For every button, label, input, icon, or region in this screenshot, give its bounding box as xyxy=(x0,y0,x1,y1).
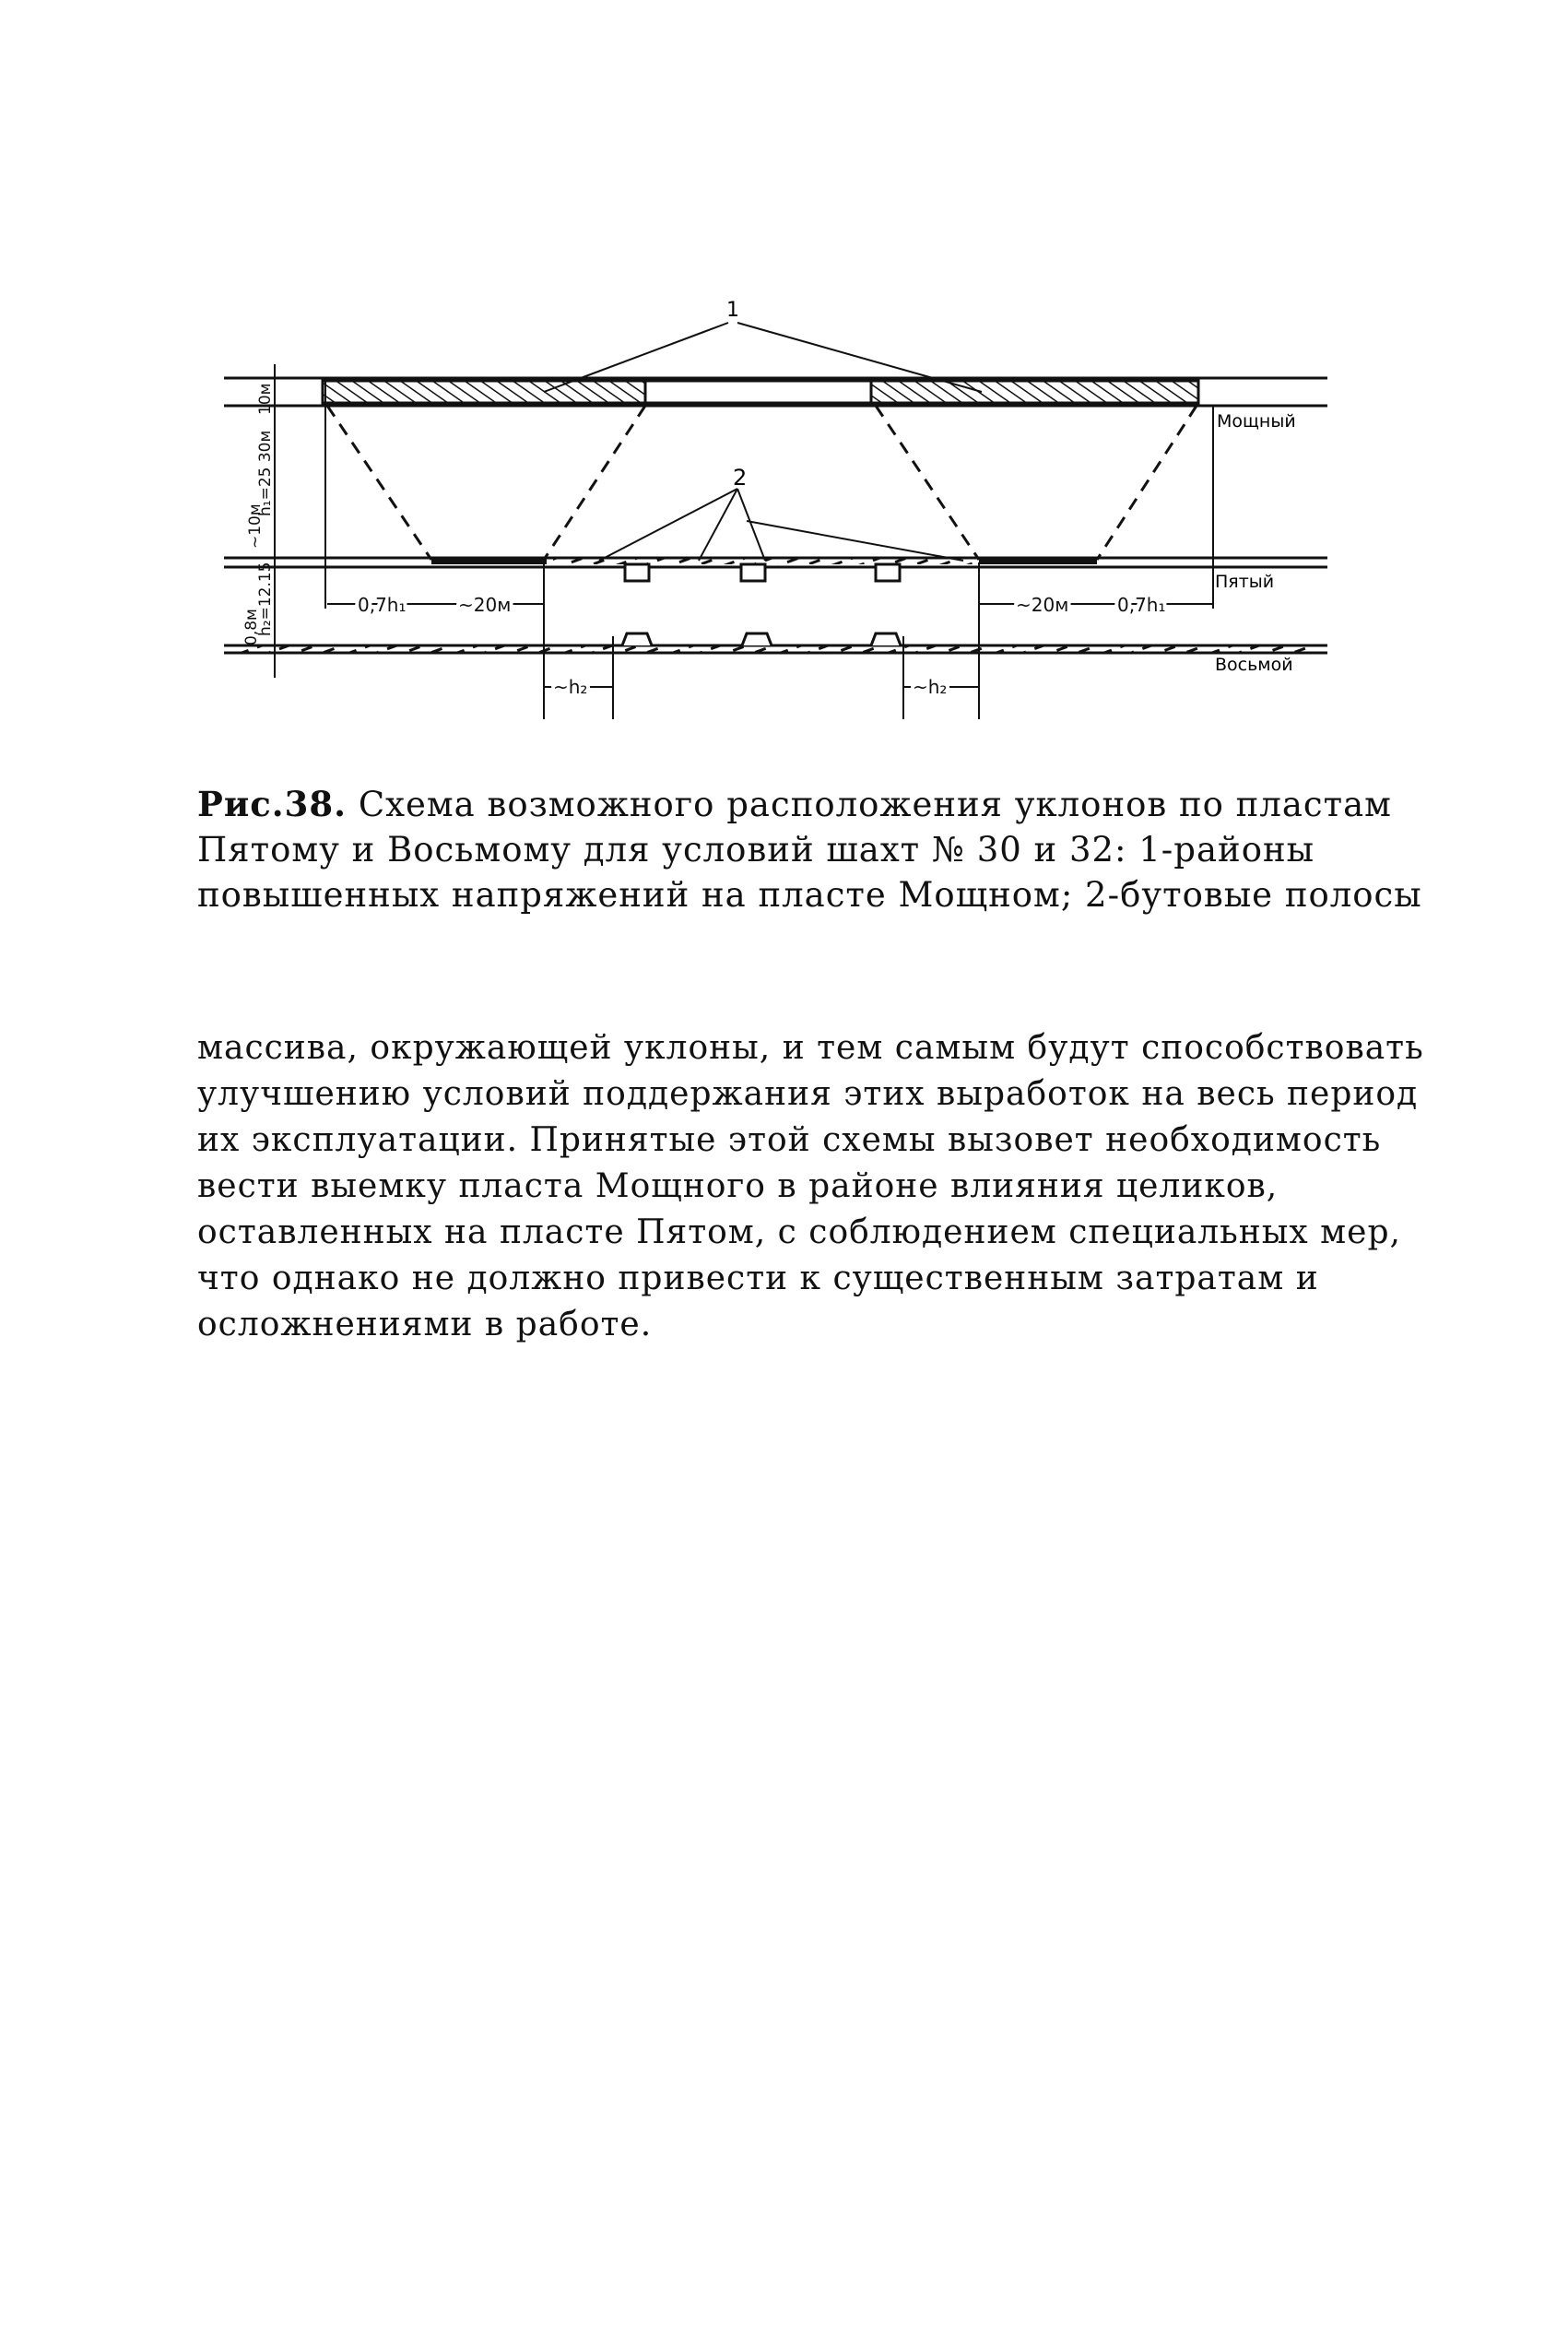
dim-pyaty-thickness: 0,8м xyxy=(242,609,261,645)
seam-label-vosmoy: Восьмой xyxy=(1215,655,1293,675)
figure-caption xyxy=(197,782,1423,917)
pillar-right xyxy=(979,557,1097,564)
dim-h2-right: ~h₂ xyxy=(913,676,948,698)
dim-h2: h₂=12.15 xyxy=(256,562,275,636)
seam-pyaty xyxy=(224,557,1327,567)
seam-label-moshchny: Мощный xyxy=(1217,411,1296,432)
dim-gap-pyaty: ~10м xyxy=(246,503,265,549)
mine-seam-diagram xyxy=(0,0,1568,738)
seam-label-pyaty: Пятый xyxy=(1215,572,1275,592)
stress-zone-right xyxy=(871,381,1198,403)
dim-left-20m: ~20м xyxy=(458,594,512,616)
dim-left-07h1: 0,7h₁ xyxy=(358,594,407,616)
dim-right-20m: ~20м xyxy=(1016,594,1069,616)
callout-2-leaders xyxy=(599,489,963,561)
dim-right-07h1: 0,7h₁ xyxy=(1117,594,1166,616)
stress-zone-left xyxy=(323,381,645,403)
caption-text: Схема возможного расположения уклонов по пластам Пятому и Восьмому для условий шахт № 30 и 32: 1-районы повышенных напряжений на пласте Мощном; 2-бутовые полосы xyxy=(197,785,1422,915)
caption-lead: Рис.38. xyxy=(197,784,348,824)
dim-h1: h₁=25 30м xyxy=(256,430,275,516)
paragraph-text: массива, окружающей уклоны, и тем самым будут способствовать улучшению условий поддержания этих выработок на весь период их эксплуатации. Принятые этой схемы вызовет необходимость вести выемку пласта Мощного в районе влияния целиков, оставленных на пласте Пятом, с соблюдением специальных мер, что однако не должно привести к существенным затратам и осложнениями в работе. xyxy=(197,1029,1424,1343)
body-paragraph xyxy=(197,1025,1432,1348)
callout-2-label: 2 xyxy=(733,465,748,491)
dim-h2-left: ~h₂ xyxy=(553,676,588,698)
callout-1-label: 1 xyxy=(726,299,739,322)
pillar-left xyxy=(431,557,547,564)
influence-lines xyxy=(327,406,1197,560)
seam-moshchny xyxy=(224,378,1327,406)
seam-vosmoy xyxy=(224,633,1327,653)
dim-top-thickness: 10м xyxy=(256,383,275,415)
